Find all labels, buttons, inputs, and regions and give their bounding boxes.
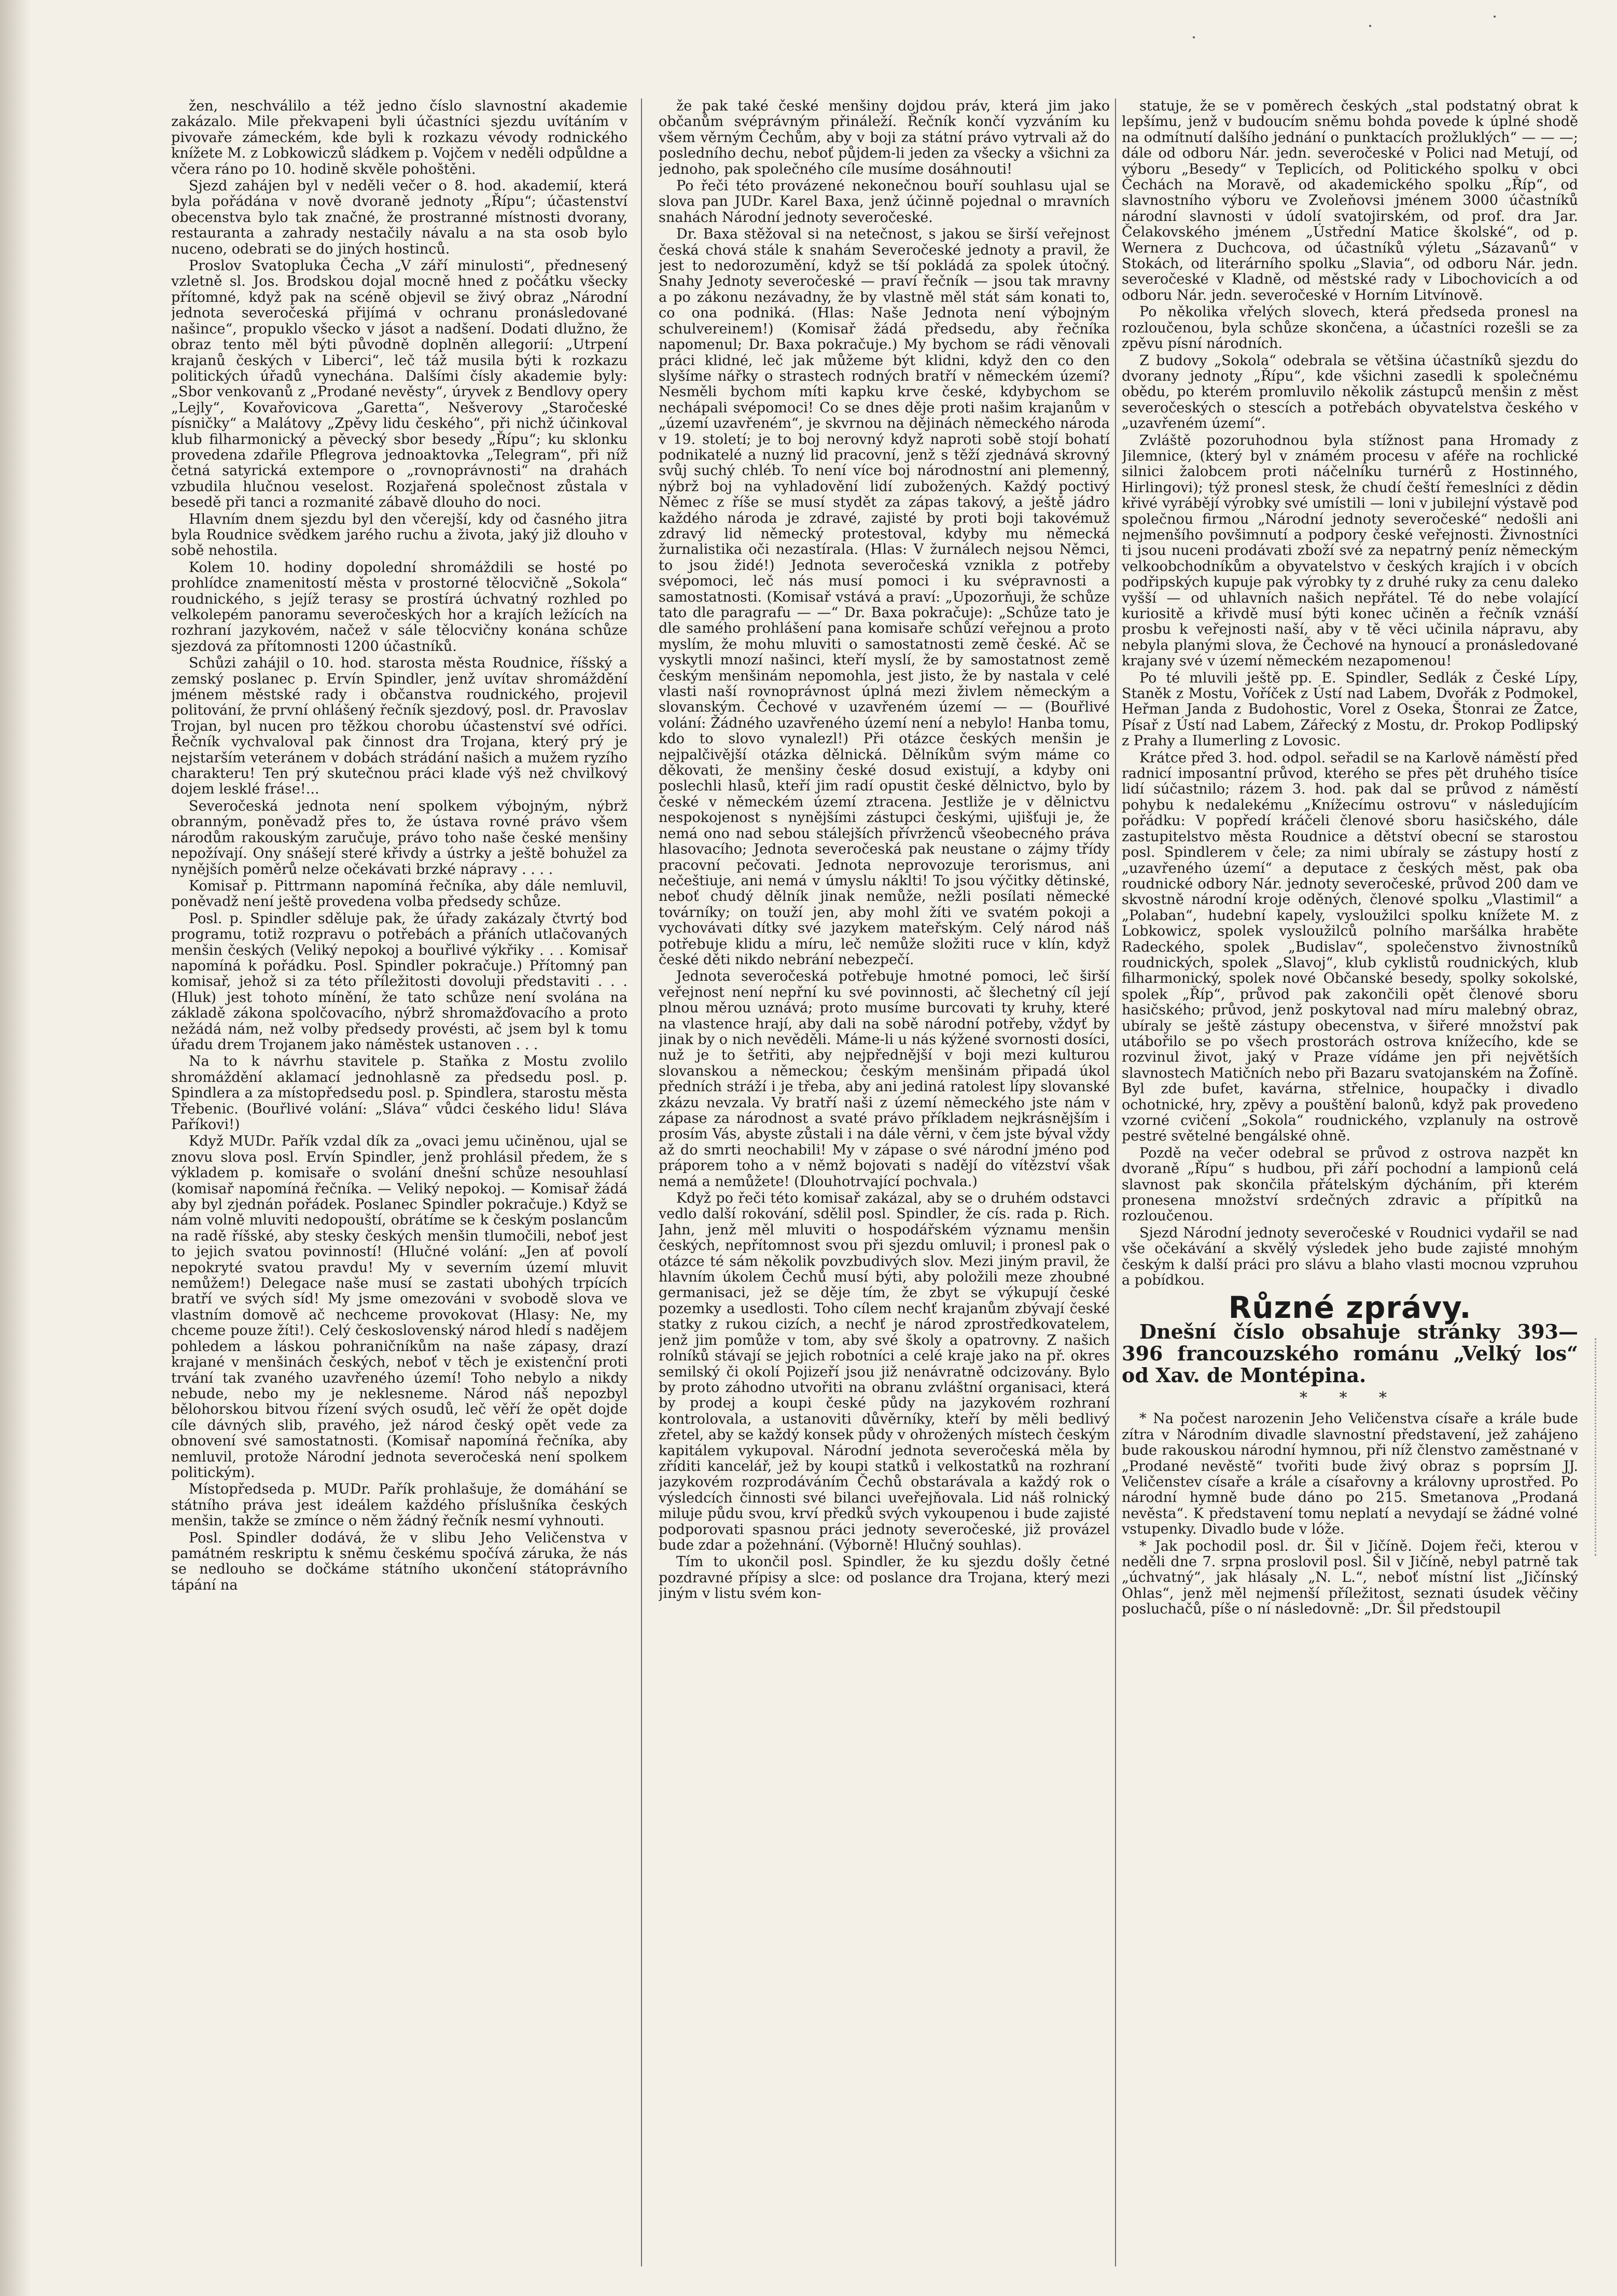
paragraph: statuje, že se v poměrech českých „stal podstatný obrat k lepšímu, jenž v budoucím sněmu bohda povede k úplné shodě na odmítnutí dalšího jednání o punktacích prožluklých“ — — —; dále od odboru Nár. jedn. severočeské v Polici nad Metují, od výboru „Besedy“ v Teplicích, od Politického spolku v obci Čechách na Moravě, od akademického spolku „Říp“, od slavnostního výboru ve Zvoleňovsi jménem 3000 účastníků národní slavnosti v údolí svatojirském, od prof. dra Jar. Čelakovského jménem „Ústřední Matice školské“, od p. Wernera z Duchcova, od účastníků výletu „Sázavanů“ v Stokách, od literárního spolku „Slavia“, od odboru Nár. jedn. severočeské v Kladně, od městské rady v Libochovicích a od odboru Nár. jedn. severočeské v Horním Litvínově. (1122, 99, 1578, 303)
paragraph: Krátce před 3. hod. odpol. seřadil se na Karlově náměstí před radnicí imposantní průvod, kterého se přes pět druhého tisíce lidí súčastnilo; rázem 3. hod. pak dal se průvod z náměstí pohybu k nedalekému „Knížecímu ostrovu“ v následujícím pořádku: V popředí kráčeli členové sboru hasičského, dále zastupitelstvo města Roudnice a dětství obecní se starostou posl. Spindlerem v čele; za nimi ubíraly se zástupy hostí z „uzavřeného území“ a deputace z českých měst, pak oba roudnické odbory Nár. jednoty severočeské, průvod 200 dam ve skvostně národní kroje oděných, členové spolku „Vlastimil“ a „Polaban“, hudební kapely, vysloužilci spolku knížete M. z Lobkowicz, spolek vysloužilců polního maršálka hraběte Radeckého, spolek „Budislav“, společenstvo živnostníků roudnických, spolek „Slavoj“, klub cyklistů roudnických, klub filharmonický, spolek nové Občanské besedy, spolky sokolské, spolek „Říp“, průvod pak zakončili opět členové sboru hasičského; průvod, jenž poskytoval nad míru malebný obraz, ubíraly se ještě zástupy obecenstva, v šiřeré množství pak utábořilo se po všech prostorách ostrova knížecího, kde se rozvinul život, jaký v Praze vídáme jen při největších slavnostech Matičních nebo při Bazaru svatojanském na Žofíně. Byl zde bufet, kavárna, střelnice, houpačky i divadlo ochotnické, hry, zpěvy a pouštění balonů, když pak provedeno vzorné cvičení „Sokola“ roudnického, vzplanuly na ostrově pestré světelné bengálské ohně. (1122, 749, 1578, 1145)
paragraph: Tím to ukončil posl. Spindler, že ku sjezdu došly četné pozdravné přípisy a slce: od poslance dra Trojana, který mezi jiným v listu svém kon- (659, 1554, 1110, 1602)
column-rule (1115, 99, 1116, 2266)
paragraph: Posl. Spindler dodává, že v slibu Jeho Veličenstva v památném reskriptu k sněmu českému spočívá záruka, že nás se nedlouho se dočkáme státního ukončení státoprávního tápání na (171, 1529, 628, 1593)
news-item: * Jak pochodil posl. dr. Šil v Jičíně. Dojem řeči, kterou v neděli dne 7. srpna proslovil posl. Šil v Jičíně, nebyl patrně tak „úchvatný“, jak hlásaly „N. L.“, neboť místní list „Jičínský Ohlas“, jenž měl nejmenší příležitost, seznati úsudek věčiny posluchačů, píše o ní následovně: „Dr. Šil předstoupil (1122, 1538, 1578, 1618)
article-column-3 (1122, 99, 1578, 2266)
paragraph: Pozdě na večer odebral se průvod z ostrova nazpět kn dvoraně „Řípu“ s hudbou, při září pochodní a lampionů celá slavnost pak skončila přátelským dýcháním, při kterém pronesena množství srdečných zdravic a přípitků na rozloučenou. (1122, 1145, 1578, 1224)
paragraph: Schůzi zahájil o 10. hod. starosta města Roudnice, říšský a zemský poslanec p. Ervín Spindler, jenž uvítav shromáždění jménem městské rady i občanstva roudnického, projevil politování, že první ohlášený řečník sjezdový, posl. dr. Pravoslav Trojan, byl nucen pro těžkou chorobu účastenství své odříci. Řečník vychvaloval pak činnost dra Trojana, který prý je nejstarším veteránem v dobách strádání našich a mužem ryzího charakteru! Ten prý skutečnou práci klade výš než chvilkový dojem lesklé fráse!... (171, 655, 628, 798)
page-edge-marks (1587, 1338, 1596, 1556)
paragraph: Proslov Svatopluka Čecha „V září minulosti“, přednesený vzletně sl. Jos. Brodskou dojal mocně hned z počátku všecky přítomné, když pak na scéně objevil se živý obraz „Národní jednota severočeská přijímá v ochranu pronásledované našince“, propuklo všecko v jásot a nadšení. Dodati dlužno, že obraz tento měl býti původně doplněn allegorií: „Utrpení krajanů českých v Liberci“, leč táž musila býti k rozkazu politických úřadů vynechána. Dalšími čísly akademie byly: „Sbor venkovanů z „Prodané nevěsty“, úryvek z Bendlovy opery „Lejly“, Kovařovicova „Garetta“, Nešverovy „Staročeské písničky“ a Malátovy „Zpěvy lidu českého“, při nichž účinkoval klub filharmonický a pěvecký sbor besedy „Řípu“; ku sklonku provedena zdařile Pflegrova jednoaktovka „Telegram“, při níž četná satyrická extempore o „rovnoprávnosti“ na drahách vzbudila hlučnou veselost. Rozjařená společnost zůstala v besedě při tanci a rozmanité zábavě dlouho do noci. (171, 258, 628, 511)
ink-speck (1369, 25, 1371, 27)
page-edge-shadow (0, 0, 31, 2296)
paragraph: Sjezd Národní jednoty severočeské v Roudnici vydařil se nad vše očekávání a skvělý výsledek jeho bude zajisté mnohým českým k další práci pro slávu a blaho vlasti mocnou vzpruhou a pobídkou. (1122, 1224, 1578, 1289)
paragraph: Posl. p. Spindler sděluje pak, že úřady zakázaly čtvrtý bod programu, totiž rozpravu o potřebách a přáních utlačovaných menšin českých (Veliký nepokoj a bouřlivé výkřiky . . . Komisař napomíná k pořádku. Posl. Spindler pokračuje.) Přítomný pan komisař, jehož si za této příležitosti dovoluji představiti . . . (Hluk) jest tohoto mínění, že tato schůze není svolána na základě zákona spolčovacího, nýbrž shromažďovacího a proto nežádá nám, než volby předsedy provésti, ač jsem byl k tomu úřadu drem Trojanem jako náměstek ustanoven . . . (171, 910, 628, 1053)
paragraph: Z budovy „Sokola“ odebrala se většina účastníků sjezdu do dvorany jednoty „Řípu“, kde všichni zasedli k společnému obědu, po kterém promluvilo několik zástupců menšin z měst severočeských o stescích a potřebách obyvatelstva českého v „uzavřeném území“. (1122, 352, 1578, 432)
paragraph: Kolem 10. hodiny dopolední shromáždili se hosté po prohlídce znamenitostí města v prostorné tělocvičně „Sokola“ roudnického, s jejíž terasy se prostírá úchvatný rozhled po velkolepém panoramu severočeských hor a krajích ležících na rozhraní jazykovém, načež v sále tělocvičny konána schůze sjezdová za přítomnosti 1200 účastníků. (171, 559, 628, 655)
paragraph: Jednota severočeská potřebuje hmotné pomoci, leč širší veřejnost není nepřní ku své povinnosti, ač šlechetný cíl její plnou měrou uznává; proto musíme burcovati ty kruhy, které na vlastence hrají, aby dali na sobě národní potřeby, vždyť by jinak by o nich nevěděli. Máme-li u nás kýžené svornosti dosíci, nuž je to šetřiti, aby nejpřednější v boji mezi kulturou slovanskou a německou; českým menšinám připadá úkol předních stráží i je třeba, aby ani jediná ratolest lípy slovanské zkázu nevzala. Vy bratří naši z území německého jste nám v zápase za národnost a svaté právo příkladem nejkrásnějším i prosím Vás, abyste zůstali i na dále věrni, v čem jste býval vždy až do smrti neochabili! My v zápase o své národní jméno pod práporem toho a v němž bojovati s nadějí do vítězství však nemá a nemůžete! (Dlouhotrvající pochvala.) (659, 968, 1110, 1190)
paragraph: Když po řeči této komisař zakázal, aby se o druhém odstavci vedlo další rokování, sdělil posl. Spindler, že cís. rada p. Rich. Jahn, jenž měl mluviti o hospodářském významu menšin českých, nepřítomnost svou při sjezdu omluvil; i pronesl pak o otázce té sám několik povzbudivých slov. Mezi jiným pravil, že hlavním úkolem Čechů musí býti, aby položili meze zhoubné germanisaci, jež se děje tím, že zbyt se výkupují české pozemky a usedlosti. Toho cílem nechť krajanům zbývají české statky z rukou cizích, a nechť je národ zprostředkovatelem, jenž jim pomůže v tom, aby své školy a opatrovny. Z našich rolníků stávají se jejich robotníci a celé kraje jako na př. okres semilský či okolí Pojizeří jsou již nenávratně odcizovány. Bylo by proto záhodno utvořiti na obranu zvláštní organisaci, která by prodej a koupi české půdy na jazykovém rozhraní kontrolovala, a ustanoviti důvěrníky, kteří by měli bedlivý zřetel, aby se každý konsek půdy v ohrožených místech českým kapitálem vykupoval. Národní jednota severočeská měla by zříditi kancelář, jež by koupi statků i velkostatků na rozhraní jazykovém rozprodáváním Čechů obstarávala a každý rok o výsledcích činnosti své bilanci uveřejňovala. Lid náš rolnický miluje půdu svou, krví předků svých vykoupenou i bude zajisté podporovati spasnou práci jednoty severočeské, již provázel bude zdar a požehnání. (Výborně! Hlučný souhlas). (659, 1190, 1110, 1553)
paragraph: Dr. Baxa stěžoval si na netečnost, s jakou se širší veřejnost česká chová stále k snahám Severočeské jednoty a pravil, že jest to nedorozumění, když se tší pokládá za spolek útočný. Snahy Jednoty severočeské — praví řečník — jsou tak mravny a po zákonu nezávadny, že by vlastně měl stát sám konati to, co ona podniká. (Hlas: Naše Jednota není výbojným schulvereinem!) (Komisař žádá předsedu, aby řečníka napomenul; Dr. Baxa pokračuje.) My bychom se rádi věnovali práci klidné, leč jak můžeme být klidni, když den co den slyšíme nářky o strastech rodných bratří v německém území? Nesměli bychom míti kapku krve české, kdybychom se nechápali svépomoci! Co se dnes děje proti našim krajanům v „území uzavřeném“, je skvrnou na dějinách německého národa v 19. století; je to boj nerovný když naproti sobě stojí bohatí podnikatelé a nuzný lid pracovní, jenž s těží zjednává skrovný svůj suchý chléb. To není více boj národnostní ani plemenný, nýbrž boj na vyhladovění lidí zubožených. Každý poctivý Němec z říše se musí stydět za zápas takový, a ještě jádro každého národa je zdravé, zajisté by proti boji takovémuž zdravý lid německý protestoval, kdyby mu německá žurnalistika oči nezastírala. (Hlas: V žurnálech nejsou Němci, to jsou židé!) Jednota severočeská vznikla z potřeby svépomoci, leč nás musí pomoci i ku svépravnosti a samostatnosti. (Komisař vstává a praví: „Upozorňuji, že schůze tato dle paragrafu — —“ Dr. Baxa pokračuje): „Schůze tato je dle samého prohlášení pana komisaře schůzí veřejnou a proto myslím, že mohu mluviti o samostatnosti země české. Ač se vyskytli mnozí našinci, kteří myslí, že by samostatnost země českým menšinám nepomohla, jest jisto, že by nastala v celé vlasti naší rovnoprávnost úplná mezi živlem německým a slovanským. Čechové v uzavřeném území — — (Bouřlivé volání: Žádného uzavřeného území není a nebylo! Hanba tomu, kdo to slovo vynalezl!) Při otázce českých menšin je nejpalčivější otázka dělnická. Dělníkům svým máme co děkovati, že menšiny české dosud existují, a kdyby oni poslechli hlasů, kteří jim radí opustit české dělnictvo, bylo by české v německém území ztracena. Jestliže je v dělnictvu nespokojenost s nynějšími zástupci českými, ujišťuji je, že nemá ono nad sebou stálejších přívrženců všeobecného práva hlasovacího; Jednota severočeská pak neustane o zájmy třídy pracovní pečovati. Jednota neprovozuje terorismus, ani nečeštiuje, ani nemá v úmyslu náklti! To jsou výčitky dětinské, neboť chudý dělník jinak nemůže, nežli posílati německé továrníky; on touží jen, aby mohl žíti ve svatém pokoji a vychovávati dítky své jazykem mateřským. Celý národ náš potřebuje klidu a míru, leč nemůže složiti ruce v klín, když české děti nikdo nebrání nebezpečí. (659, 226, 1110, 968)
paragraph: Zvláště pozoruhodnou byla stížnost pana Hromady z Jilemnice, (který byl v známém procesu v aféře na rochlické silnici žalobcem proti náčelníku turnérů z Hostinného, Hirlingovi); týž pronesl stesk, že chudí čeští řemeslníci z dědin křivé vyrábějí výrobky své umístili — loni v jubilejní výstavě pod společnou firmou „Národní jednoty severočeské“ nedošli ani nejmenšího povšimnutí a podpory české veřejnosti. Živnostníci ti jsou nuceni prodávati zboží své za nepatrný peníz německým velkoobchodníkům a obyvatelstvo v českých krajích i v obcích podřipských kupuje pak výrobky ty z druhé ruky za cenu daleko vyšší — od uhlavních našich nepřátel. Té do nebe volající kuriositě a křivdě musí býti konec učiněn a řečník vznáší prosbu k veřejnosti naší, aby v tě věci učinila nápravu, aby nebyla planými slova, že Čechové na hynoucí a pronásledované krajany své v území německém nezapomenou! (1122, 432, 1578, 670)
ink-speck (1193, 36, 1195, 38)
paragraph: Sjezd zahájen byl v neděli večer o 8. hod. akademií, která byla pořádána v nově dvoraně jednoty „Řípu“; účastenství obecenstva bylo tak značné, že prostranné místnosti dvorany, restauranta a zahrady nestačily návalu a na sta osob bylo nuceno, odebrati se do jiných hostinců. (171, 178, 628, 257)
section-heading: Různé zprávy. (1228, 1290, 1472, 1326)
paragraph: Komisař p. Pittrmann napomíná řečníka, aby dále nemluvil, poněvadž není ještě provedena volba předsedy schůze. (171, 878, 628, 910)
paragraph: že pak také české menšiny dojdou práv, která jim jako občanům svéprávným přináleží. Řečník končí vyzváním ku všem věrným Čechům, aby v boji za státní právo vytrvali až do posledního dechu, neboť půjdem-li jeden za všecky a všichni za jednoho, pak společného cíle musíme dosáhnouti! (659, 99, 1110, 177)
column-rule (641, 99, 642, 2266)
paragraph: Po té mluvili ještě pp. E. Spindler, Sedlák z České Lípy, Staněk z Mostu, Voříček z Ústí nad Labem, Dvořák z Podmokel, Heřman Janda z Budohostic, Vorel z Oseka, Štonrai ze Žatce, Písař z Ústí nad Labem, Zářecký z Mostu, dr. Prokop Podlipský z Prahy a Ilumerling z Lovosic. (1122, 670, 1578, 749)
paragraph: Po řeči této provázené nekonečnou bouří souhlasu ujal se slova pan JUDr. Karel Baxa, jenž účinně pojednal o mravních snahách Národní jednoty severočeské. (659, 178, 1110, 226)
paragraph: Severočeská jednota není spolkem výbojným, nýbrž obranným, poněvadž přes to, že ústava rovné právo všem národům rakouským zaručuje, právo toho naše české menšiny nepožívají. Ony snášejí steré křivdy a ústrky a ještě bohužel za nynějších poměrů nelze očekávati brzké nápravy . . . . (171, 798, 628, 878)
asterisk-divider: * * * (1299, 1388, 1401, 1407)
paragraph: Po několika vřelých slovech, která předseda pronesl na rozloučenou, byla schůze skončena, a účastníci rozešli se za zpěvu písní národních. (1122, 304, 1578, 352)
paragraph: Hlavním dnem sjezdu byl den včerejší, kdy od časného jitra byla Roudnice svědkem jarého ruchu a života, jaký již dlouho v sobě nehostila. (171, 511, 628, 559)
paragraph: Místopředseda p. MUDr. Pařík prohlašuje, že domáhání se státního práva jest ideálem každého příslušníka českých menšin, takže se zmínce o něm žádný řečník nesmí vyhnouti. (171, 1481, 628, 1529)
section-note: Dnešní číslo obsahuje stránky 393—396 francouzského románu „Velký los“ od Xav. de Montépina. (1122, 1319, 1578, 1387)
article-column-1 (171, 99, 628, 2266)
paragraph: Když MUDr. Pařík vzdal dík za „ovaci jemu učiněnou, ujal se znovu slova posl. Ervín Spindler, jenž prohlásil předem, že s výkladem p. komisaře o svolání dnešní schůze nesouhlasí (komisař napomíná řečníka. — Veliký nepokoj. — Komisař žádá aby byl zjednán pořádek. Poslanec Spindler pokračuje.) Když se nám volně mluviti nedopouští, obrátíme se k českým poslancům na radě říšské, aby stesky českých menšin tlumočili, neboť jest to jejich svatou povinností! (Hlučné volání: „Jen ať povolí nepokryté svatou pravdu! My v severním území mluvit nemůžem!) Delegace naše musí se zastati ubohých trpících bratří ve svých síd! My jsme omezováni v svobodě slova ve vlastním domově ač nechceme provokovat (Hlasy: Ne, my chceme pouze žíti!). Celý československý národ hledí s nadějem pohledem a láskou pohraničníkům na naše zápasy, drazí krajané v menšinách českých, neboť v těch je existenční proti trvání tak zvaného uzavřeného území! Toho nebylo a nikdy nebude, nebo my je neklesneme. Národ náš nepozbyl bělohorskou bitvou řízení svých osudů, leč věří že opět dojde cíle dávných slib, pravého, jež národ český opět vede za obnovení své samostatnosti. (Komisař napomíná řečníka, aby nemluvil, protože Národní jednota severočeská není spolkem politickým). (171, 1133, 628, 1481)
ink-speck (1494, 16, 1496, 18)
paragraph: žen, neschválilo a též jedno číslo slavnostní akademie zakázalo. Mile překvapeni byli účastníci sjezdu uvítáním v pivovaře zámeckém, kde byli k rozkazu vévody rodnického knížete M. z Lobkowiczů sládkem p. Vojčem v neděli odpůldne a včera ráno po 10. hodině skvěle pohoštěni. (171, 99, 628, 177)
news-item: * Na počest narozenin Jeho Veličenstva císaře a krále bude zítra v Národním divadle slavnostní představení, jež zahájeno bude rakouskou národní hymnou, při níž členstvo zaměstnané v „Prodané nevěstě“ tvořiti bude živý obraz s poprsím JJ. Veličenstev císaře a krále a císařovny a královny uprostřed. Po národní hymně bude dáno po 215. Smetanova „Prodaná nevěsta“. K představení tomu neplatí a nevydají se žádné volné vstupenky. Divadlo bude v lóže. (1122, 1411, 1578, 1538)
article-column-2 (659, 99, 1110, 2241)
paragraph: Na to k návrhu stavitele p. Staňka z Mostu zvolilo shromáždění aklamací jednohlasně za předsedu posl. p. Spindlera a za místopředsedu posl. p. Spindlera, starostu města Třebenic. (Bouřlivé volání: „Sláva“ vůdci českého lidu! Sláva Paříkovi!) (171, 1053, 628, 1133)
